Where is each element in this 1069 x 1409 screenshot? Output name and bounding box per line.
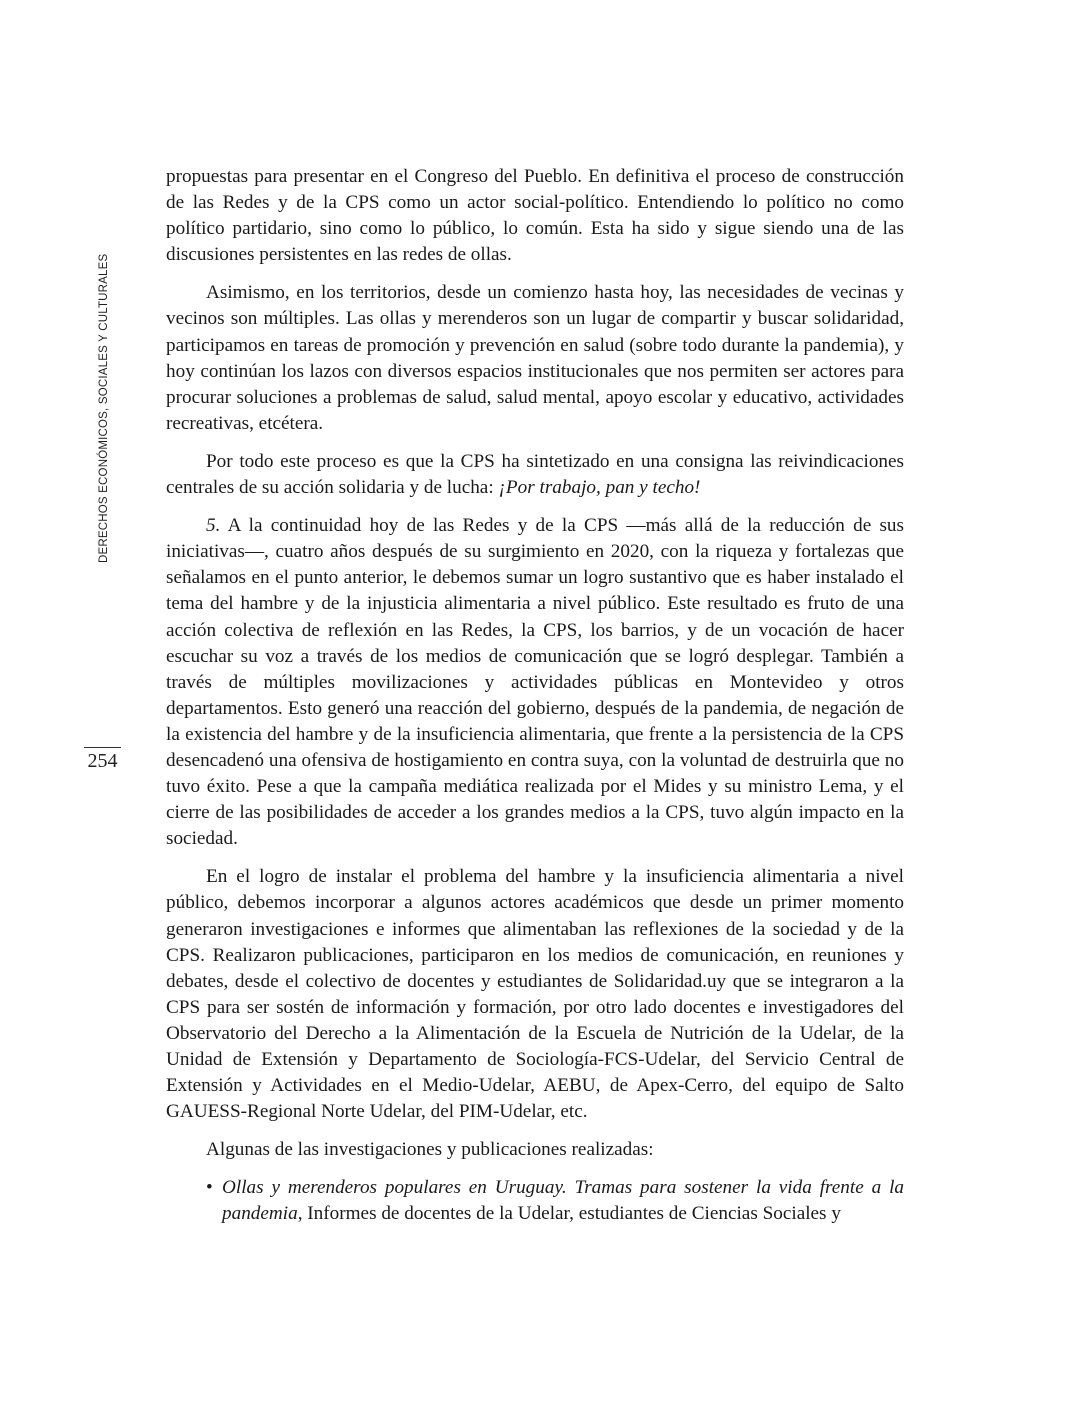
paragraph-1: propuestas para presentar en el Congreso del Pueblo. En definitiva el proceso de construcción de las Redes y de la CPS como un actor social-político. Entendiendo lo político no como político partidario, sino como lo público, lo común. Esta ha sido y sigue siendo una de las discusiones persistentes en las redes de ollas. [166,166,904,266]
paragraph-4 [166,513,904,852]
body-text [166,164,904,1228]
publication-list [166,1175,904,1227]
page-number: 254 [87,750,118,772]
slogan: ¡Por trabajo, pan y techo! [498,477,701,499]
page-number-rule [84,747,121,748]
list-item [166,1175,904,1227]
paragraph-4-text: A la continuidad hoy de las Redes y de la CPS —más allá de la reducción de sus iniciativas—, cuatro años después de su surgimiento en 2020, con la riqueza y fortalezas que señalamos en el punto anterior, le debemos sumar un logro sustantivo que es haber instalado el tema del hambre y de la injusticia alimentaria a nivel público. Este resultado es fruto de una acción colectiva de reflexión en las Redes, la CPS, los barrios, y de un vocación de hacer escuchar su voz a través de los medios de comunicación que se logró desplegar. También a través de múltiples movilizaciones y actividades públicas en Montevideo y otros departamentos. Esto generó una reacción del gobierno, después de la pandemia, de negación de la existencia del hambre y de la insuficiencia alimentaria, que frente a la persistencia de la CPS desencadenó una ofensiva de hostigamiento en contra suya, con la voluntad de destruirla que no tuvo éxito. Pese a que la campaña mediática realizada por el Mides y su ministro Lema, y el cierre de las posibilidades de acceder a los grandes medios a la CPS, tuvo algún impacto en la sociedad. [166,515,904,850]
point-number: 5. [206,515,221,537]
paragraph-3 [166,449,904,501]
paragraph-6: Algunas de las investigaciones y publicaciones realizadas: [206,1139,654,1161]
running-head: DERECHOS ECONÓMICOS, SOCIALES Y CULTURALES [98,253,110,563]
paragraph-2: Asimismo, en los territorios, desde un comienzo hasta hoy, las necesidades de vecinas y vecinos son múltiples. Las ollas y merenderos son un lugar de compartir y buscar solidaridad, participamos en tareas de promoción y prevención en salud (sobre todo durante la pandemia), y hoy continúan los lazos con diversos espacios institucionales que nos permiten ser actores para procurar soluciones a problemas de salud, salud mental, apoyo escolar y educativo, actividades recreativas, etcétera. [166,282,904,434]
paragraph-5: En el logro de instalar el problema del hambre y la insuficiencia alimentaria a nivel público, debemos incorporar a algunos actores académicos que desde un primer momento generaron investigaciones e informes que alimentaban las reflexiones de la sociedad y de la CPS. Realizaron publicaciones, participaron en los medios de comunicación, en reuniones y debates, desde el colectivo de docentes y estudiantes de Solidaridad.uy que se integraron a la CPS para ser sostén de información y formación, por otro lado docentes e investigadores del Observatorio del Derecho a la Alimentación de la Escuela de Nutrición de la Udelar, de la Unidad de Extensión y Departamento de Sociología-FCS-Udelar, del Servicio Central de Extensión y Actividades en el Medio-Udelar, AEBU, de Apex-Cerro, del equipo de Salto GAUESS-Regional Norte Udelar, del PIM-Udelar, etc. [166,866,904,1123]
publication-description: , Informes de docentes de la Udelar, estudiantes de Ciencias Sociales y [297,1203,841,1225]
publication-title: Ollas y merenderos populares en Uruguay. Tramas para sostener la vida frente a la pandemia [222,1177,904,1225]
bullet-icon: • [206,1177,213,1199]
paragraph-3-text: Por todo este proceso es que la CPS ha sintetizado en una consigna las reivindicaciones centrales de su acción solidaria y de lucha: [166,450,904,499]
